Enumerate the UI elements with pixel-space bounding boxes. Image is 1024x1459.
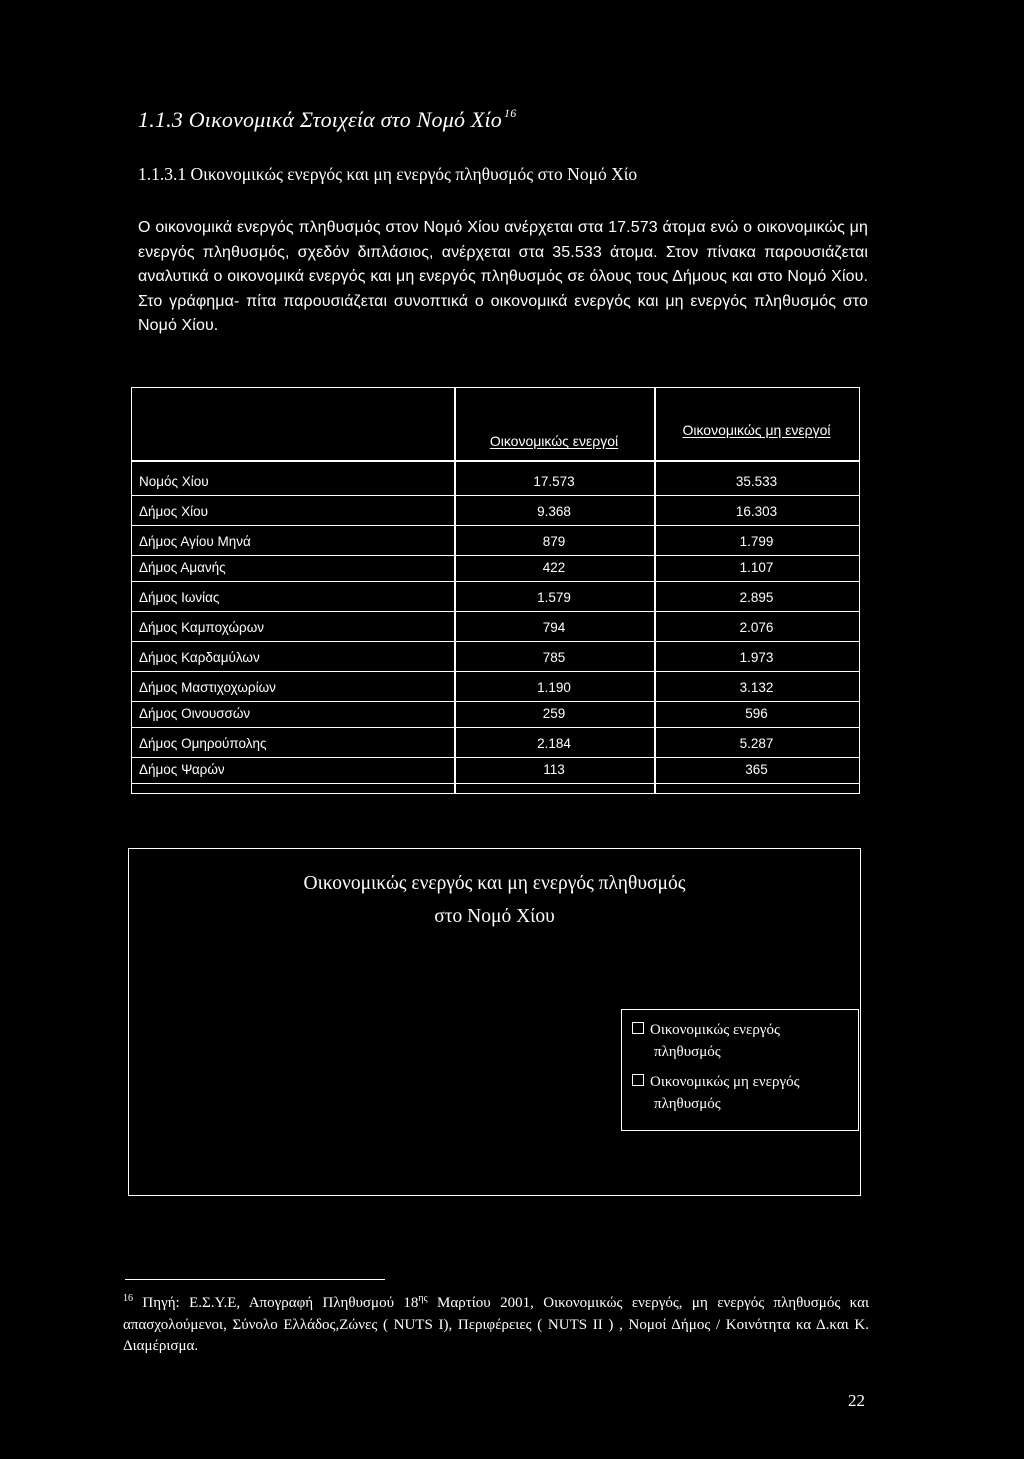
- section-title: [138, 106, 516, 133]
- row-inactive-value: 35.533: [735, 474, 778, 489]
- row-rule: [132, 525, 859, 526]
- legend-label: πληθυσμός: [654, 1043, 721, 1060]
- intro-paragraph: Ο οικονομικά ενεργός πληθυσμός στον Νομό Χίου ανέρχεται στα 17.573 άτομα ενώ ο οικονομικώς μη ενεργός πληθυσμός, σχεδόν διπλάσιος, ανέρχεται στα 35.533 άτομα. Στον πίνακα παρουσιάζεται αναλυτικά ο οικονομικά ενεργός και μη ενεργός πληθυσμός σε όλους τους Δήμους και στο Νομό Χίου. Στο γράφημα- πίτα παρουσιάζεται συνοπτικά ο οικονομικά ενεργός και μη ενεργός πληθυσμός στο Νομό Χίου.: [138, 219, 868, 334]
- row-inactive-value: 3.132: [739, 680, 774, 695]
- table-header-rule: [132, 460, 859, 462]
- row-name: Δήμος Χίου: [139, 504, 208, 519]
- row-inactive-value: 1.973: [739, 650, 774, 665]
- row-name: Δήμος Ψαρών: [139, 762, 225, 777]
- legend-item-inactive: [632, 1072, 800, 1115]
- table-row: [132, 700, 859, 728]
- row-inactive-value: 2.076: [739, 620, 774, 635]
- legend-label: πληθυσμός: [654, 1095, 721, 1112]
- row-name: Δήμος Καρδαμύλων: [139, 650, 260, 665]
- col-header-active: Οικονομικώς ενεργοί: [489, 433, 619, 449]
- row-rule: [132, 495, 859, 496]
- row-rule: [132, 671, 859, 672]
- row-rule: [132, 783, 859, 784]
- chart-title-line: Οικονομικώς ενεργός και μη ενεργός πληθυσμός: [303, 873, 686, 894]
- row-active-value: 879: [542, 534, 566, 549]
- footnote-text: Πηγή: Ε.Σ.Υ.Ε, Απογραφή Πληθυσμού 18: [142, 1295, 419, 1311]
- row-active-value: 17.573: [533, 474, 575, 489]
- footnote-rule: [125, 1279, 385, 1280]
- chart-title: [129, 867, 860, 933]
- legend-label: Οικονομικώς ενεργός: [650, 1022, 780, 1038]
- row-name: Δήμος Ομηρούπολης: [139, 736, 267, 751]
- row-name: Δήμος Αμανής: [139, 560, 226, 575]
- legend-swatch: [632, 1074, 644, 1086]
- legend-swatch: [632, 1022, 644, 1034]
- chart-legend: [621, 1009, 859, 1131]
- pie-chart-frame: [128, 848, 861, 1196]
- population-table: [131, 387, 860, 794]
- page-number: 22: [848, 1391, 865, 1410]
- section-title-text: 1.1.3 Οικονομικά Στοιχεία στο Νομό Χίο: [138, 107, 502, 132]
- row-inactive-value: 2.895: [739, 590, 774, 605]
- table-row: [132, 674, 859, 702]
- row-active-value: 422: [542, 560, 566, 575]
- footnote: [123, 1288, 869, 1358]
- row-inactive-value: 1.799: [739, 534, 774, 549]
- row-active-value: 9.368: [537, 504, 571, 519]
- row-name: Δήμος Αγίου Μηνά: [139, 534, 251, 549]
- table-row: [132, 730, 859, 758]
- row-rule: [132, 727, 859, 728]
- row-rule: [132, 581, 859, 582]
- row-inactive-value: 5.287: [739, 736, 774, 751]
- table-row: [132, 614, 859, 642]
- row-inactive-value: 1.107: [739, 560, 774, 575]
- row-active-value: 259: [542, 706, 566, 721]
- row-rule: [132, 611, 859, 612]
- legend-item-active: [632, 1020, 780, 1063]
- row-active-value: 785: [542, 650, 566, 665]
- legend-label: Οικονομικώς μη ενεργός: [650, 1074, 800, 1090]
- row-inactive-value: 16.303: [735, 504, 778, 519]
- row-name: Δήμος Καμποχώρων: [139, 620, 264, 635]
- subsection-title: 1.1.3.1 Οικονομικώς ενεργός και μη ενεργός πληθυσμός στο Νομό Χίο: [138, 164, 638, 184]
- table-row: [132, 756, 859, 784]
- row-active-value: 1.190: [537, 680, 571, 695]
- table-row: [132, 468, 859, 496]
- footnote-ref: 16: [504, 106, 517, 120]
- table-row: [132, 498, 859, 526]
- row-name: Δήμος Ιωνίας: [139, 590, 220, 605]
- footnote-number: 16: [123, 1293, 133, 1304]
- table-row: [132, 554, 859, 582]
- row-active-value: 794: [542, 620, 566, 635]
- table-row: [132, 644, 859, 672]
- footnote-sup: ης: [418, 1293, 428, 1304]
- row-active-value: 2.184: [537, 736, 571, 751]
- row-name: Δήμος Μαστιχοχωρίων: [139, 680, 276, 695]
- row-name: Νομός Χίου: [139, 474, 209, 489]
- chart-title-line: στο Νομό Χίου: [434, 906, 555, 927]
- row-inactive-value: 596: [745, 706, 768, 721]
- row-name: Δήμος Οινουσσών: [139, 706, 251, 721]
- footnote-text: Μαρτίου 2001, Οικονομικώς ενεργός, μη ενεργός πληθυσμός και απασχολούμενοι, Σύνολο Ελλάδος,Ζώνες ( NUTS I), Περιφέρειες ( NUTS II ) , Νομοί Δήμος / Κοινότητα κα Δ.και Κ. Διαμέρισμα.: [123, 1295, 870, 1354]
- table-row: [132, 528, 859, 556]
- row-rule: [132, 641, 859, 642]
- table-row: [132, 584, 859, 612]
- row-active-value: 1.579: [537, 590, 571, 605]
- row-inactive-value: 365: [745, 762, 768, 777]
- col-header-inactive: Οικονομικώς μη ενεργοί: [682, 422, 831, 438]
- row-active-value: 113: [543, 762, 565, 777]
